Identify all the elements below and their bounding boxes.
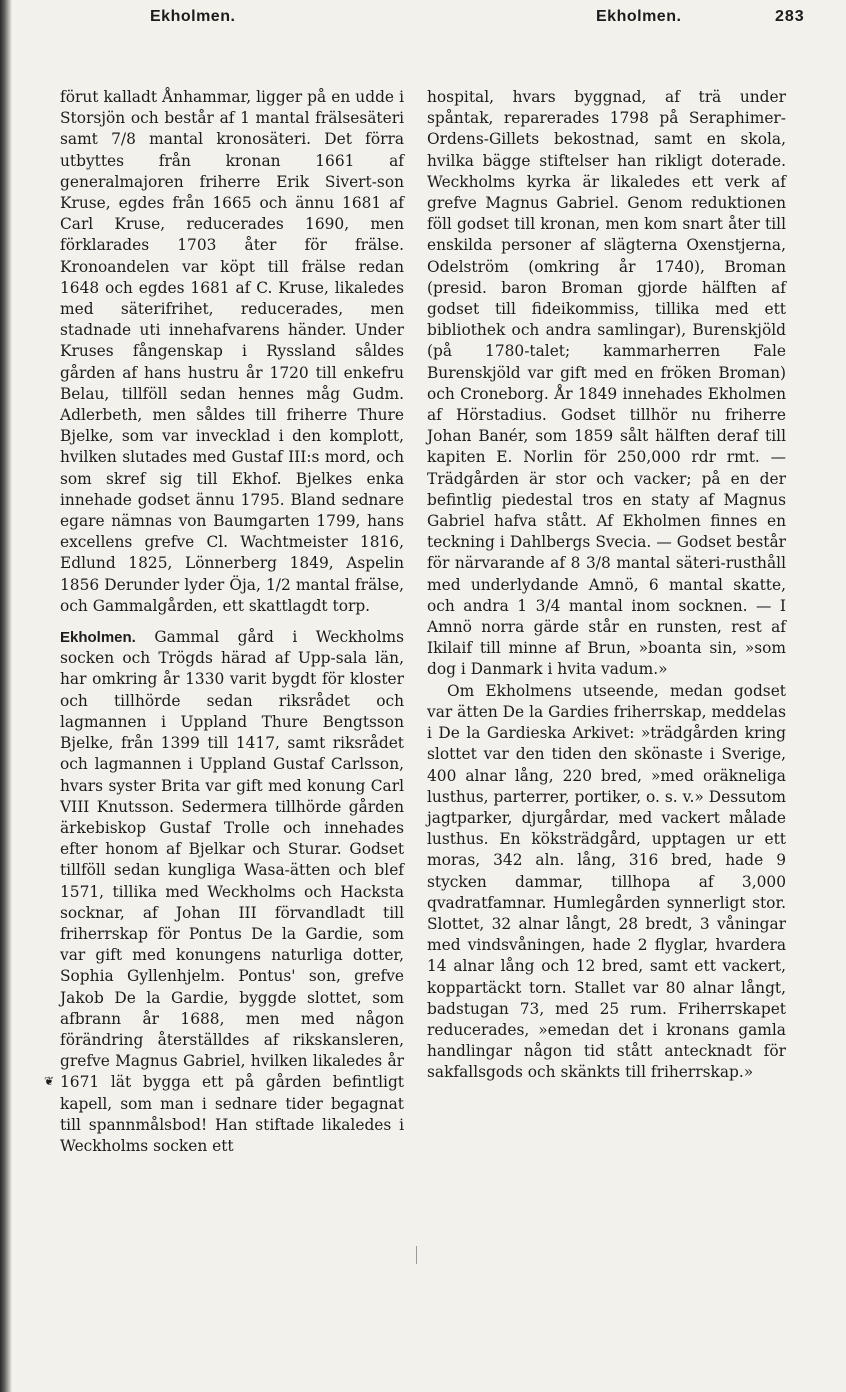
ekholmen-anhammar-entry: förut kalladt Ånhammar, ligger på en udde i Storsjön och består af 1 mantal frälsesäteri samt 7/8 mantal kronosäteri. Det förra utbyttes från kronan 1661 af generalmajoren friherre Erik Sivert-son Kruse, egdes från 1665 och ännu 1681 af Carl Kruse, reducerades 1690, men förklarades 1703 åter för frälse. Kronoandelen var köpt till frälse redan 1648 och egdes 1681 af C. Kruse, likaledes med säterifrihet, reducerades, men stadnade uti innehafvarens händer. Under Kruses fångenskap i Ryssland såldes gården af hans hustru år 1720 till enkefru Belau, tillföll sedan hennes måg Gudm. Adlerbeth, men såldes till friherre Thure Bjelke, som var invecklad i den komplott, hvilken slutades med Gustaf III:s mord, och som skref sig till Ekhof. Bjelkes enka innehade godset ännu 1795. Bland sednare egare nämnas von Baumgarten 1799, hans excellens grefve Cl. Wachtmeister 1816, Edlund 1825, Lönnerberg 1849, Aspelin 1856 Derunder lyder Öja, 1/2 mantal frälse, och Gammalgården, ett skattlagdt torp. — [60, 88, 404, 615]
column-rule-mark — [416, 1246, 417, 1264]
right-column — [427, 87, 786, 1084]
right-running-title: Ekholmen. — [596, 8, 682, 25]
page-number: 283 — [775, 8, 805, 25]
entry-lemma: Ekholmen. — [60, 629, 136, 647]
margin-mark-icon: ❦ — [44, 1074, 55, 1088]
continued-entry-paragraph: hospital, hvars byggnad, af trä under spåntak, reparerades 1798 på Seraphimer-Ordens-Gillets bekostnad, samt en skola, hvilka bägge stiftelser han rikligt doterade. Weckholms kyrka är likaledes ett verk af grefve Magnus Gabriel. Genom reduktionen föll godset till kronan, men kom snart åter till enskilda personer af slägterna Oxenstjerna, Odelström (omkring år 1740), Broman (presid. baron Broman gjorde hälften af godset till fideikommiss, tillika med ett bibliothek och andra samlingar), Burenskjöld (på 1780-talet; kammarherren Fale Burenskjöld var gift med en fröken Broman) och Croneborg. År 1849 innehades Ekholmen af Hörstadius. Godset tillhör nu friherre Johan Banér, som 1859 sålt hälften deraf till kapiten E. Norlin för 250,000 rdr rmt. — Trädgården är stor och vacker; på en der befintlig piedestal tros en staty af Magnus Gabriel hafva stått. Af Ekholmen finnes en teckning i Dahlbergs Svecia. — Godset består för närvarande af 8 3/8 mantal säteri-rusthåll med underlydande Amnö, 6 mantal skatte, och andra 1 3/4 mantal inom socknen. — I Amnö norra gärde står en runsten, rest af Ikilaif till minne af Brun, »boanta sin, »som dog i Danmark i hvita vadum.» — [427, 88, 786, 679]
ekholmen-weckholm-entry — [60, 627, 404, 1157]
entry-text: Gammal gård i Weckholms socken och Trögds härad af Upp-sala län, har omkring år 1330 varit bygdt för kloster och tillhörde sedan riksrådet och lagmannen i Uppland Thure Bengtsson Bjelke, från 1399 till 1417, samt riksrådet och lagmannen i Uppland Gustaf Carlsson, hvars syster Brita var gift med konung Carl VIII Knutsson. Sedermera tillhörde gården ärkebiskop Gustaf Trolle och innehades efter honom af Bjelkar och Sturar. Godset tillföll sedan kungliga Wasa-ätten och blef 1571, tillika med Weckholms och Hacksta socknar, af Johan III förvandladt till friherrskap för Pontus De la Gardie, som var gift med konungens naturliga dotter, Sophia Gyllenhjelm. Pontus' son, grefve Jakob De la Gardie, byggde slottet, som afbrann år 1688, men med någon förändring återställdes af rikskansleren, grefve Magnus Gabriel, hvilken likaledes år 1671 lät bygga ett på gården befintligt kapell, som man i sednare tider begagnat till spannmålsbod! Han stiftade likaledes i Weckholms socken ett — [60, 628, 404, 1155]
description-paragraph: Om Ekholmens utseende, medan godset var ätten De la Gardies friherrskap, meddelas i De la Gardieska Arkivet: »trädgården kring slottet var den tiden den skönaste i Sverige, 400 alnar lång, 220 bred, »med oräkneliga lusthus, parterrer, portiker, o. s. v.» Dessutom jagtparker, djurgårdar, med vackert målade lusthus. En köksträdgård, upptagen ur ett moras, 342 aln. lång, 316 bred, hade 9 stycken dammar, tillhopa af 3,000 qvadratfamnar. Humlegården synnerligt stor. Slottet, 32 alnar långt, 28 bredt, 3 våningar med vindsvåningen, hade 2 flyglar, hvardera 14 alnar lång och 12 bred, samt ett vackert, koppartäckt torn. Stallet var 80 alnar långt, badstugan 73, med 25 rum. Friherrskapet reducerades, »emedan det i kronans gamla handlingar någon tid stått antecknadt för sakfallsgods och skänkts till friherrskap.» — [427, 681, 786, 1082]
binding-shadow — [0, 0, 12, 1392]
page-header — [0, 4, 846, 30]
left-column — [60, 87, 404, 1157]
left-running-title: Ekholmen. — [150, 8, 236, 25]
